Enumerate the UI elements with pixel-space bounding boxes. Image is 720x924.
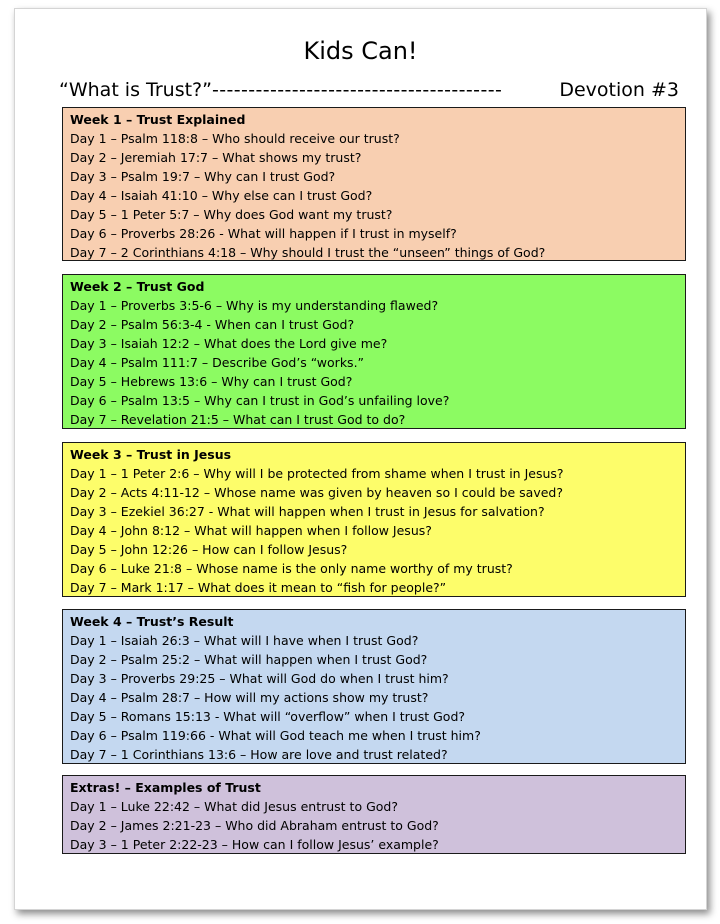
devotion-line: Day 5 – Romans 15:13 - What will “overflow” when I trust God?	[70, 709, 466, 724]
devotion-line: Day 3 – Proverbs 29:25 – What will God do when I trust him?	[70, 671, 449, 686]
devotion-line: Day 3 – Psalm 19:7 – Why can I trust God?	[70, 169, 336, 184]
devotion-line: Day 2 – Jeremiah 17:7 – What shows my trust?	[70, 150, 362, 165]
section-heading: Week 4 – Trust’s Result	[70, 614, 234, 629]
devotion-line: Day 1 – 1 Peter 2:6 – Why will I be protected from shame when I trust in Jesus?	[70, 466, 564, 481]
devotion-line: Day 3 – Isaiah 12:2 – What does the Lord give me?	[70, 336, 388, 351]
devotion-line: Day 3 – 1 Peter 2:22-23 – How can I follow Jesus’ example?	[70, 837, 439, 852]
devotion-line: Day 5 – Hebrews 13:6 – Why can I trust God?	[70, 374, 353, 389]
subtitle-topic: “What is Trust?”	[59, 79, 212, 101]
section-extras	[62, 775, 686, 854]
document-page	[14, 8, 707, 910]
devotion-line: Day 2 – Acts 4:11-12 – Whose name was given by heaven so I could be saved?	[70, 485, 563, 500]
devotion-line: Day 5 – John 12:26 – How can I follow Jesus?	[70, 542, 348, 557]
devotion-line: Day 4 – John 8:12 – What will happen when I follow Jesus?	[70, 523, 432, 538]
devotion-line: Day 4 – Isaiah 41:10 – Why else can I trust God?	[70, 188, 373, 203]
section-heading: Extras! – Examples of Trust	[70, 780, 261, 795]
section-heading: Week 3 – Trust in Jesus	[70, 447, 232, 462]
devotion-line: Day 6 – Luke 21:8 – Whose name is the only name worthy of my trust?	[70, 561, 513, 576]
devotion-line: Day 4 – Psalm 28:7 – How will my actions show my trust?	[70, 690, 429, 705]
devotion-line: Day 7 – 1 Corinthians 13:6 – How are love and trust related?	[70, 747, 448, 762]
devotion-line: Day 1 – Proverbs 3:5-6 – Why is my understanding flawed?	[70, 298, 439, 313]
devotion-line: Day 4 – Psalm 111:7 – Describe God’s “works.”	[70, 355, 365, 370]
section-heading: Week 2 – Trust God	[70, 279, 205, 294]
section-week-4	[62, 609, 686, 764]
devotion-line: Day 5 – 1 Peter 5:7 – Why does God want my trust?	[70, 207, 393, 222]
subtitle-line	[59, 79, 679, 101]
subtitle-dashes: ----------------------------------------	[211, 79, 503, 101]
devotion-line: Day 6 – Proverbs 28:26 - What will happen if I trust in myself?	[70, 226, 457, 241]
devotion-line: Day 7 – Mark 1:17 – What does it mean to “fish for people?”	[70, 580, 447, 595]
devotion-line: Day 3 – Ezekiel 36:27 - What will happen when I trust in Jesus for salvation?	[70, 504, 545, 519]
section-week-1	[62, 107, 686, 261]
section-week-2	[62, 274, 686, 429]
devotion-line: Day 1 – Luke 22:42 – What did Jesus entrust to God?	[70, 799, 398, 814]
devotion-line: Day 1 – Psalm 118:8 – Who should receive our trust?	[70, 131, 400, 146]
page-title: Kids Can!	[303, 37, 418, 65]
devotion-line: Day 1 – Isaiah 26:3 – What will I have when I trust God?	[70, 633, 419, 648]
devotion-line: Day 6 – Psalm 119:66 - What will God teach me when I trust him?	[70, 728, 481, 743]
devotion-line: Day 2 – James 2:21-23 – Who did Abraham entrust to God?	[70, 818, 439, 833]
devotion-line: Day 2 – Psalm 25:2 – What will happen when I trust God?	[70, 652, 428, 667]
section-heading: Week 1 – Trust Explained	[70, 112, 246, 127]
devotion-line: Day 2 – Psalm 56:3-4 - When can I trust God?	[70, 317, 355, 332]
devotion-line: Day 6 – Psalm 13:5 – Why can I trust in God’s unfailing love?	[70, 393, 450, 408]
section-week-3	[62, 442, 686, 597]
devotion-line: Day 7 – Revelation 21:5 – What can I trust God to do?	[70, 412, 406, 427]
devotion-line: Day 7 – 2 Corinthians 4:18 – Why should I trust the “unseen” things of God?	[70, 245, 546, 260]
subtitle-devotion-number: Devotion #3	[559, 79, 679, 101]
